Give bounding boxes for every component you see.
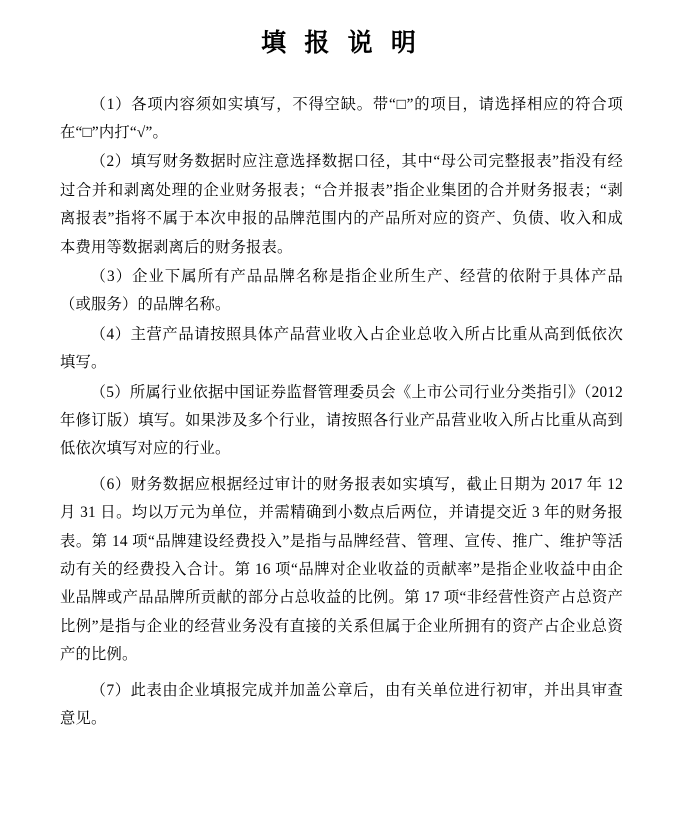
- document-page: [0, 28, 683, 819]
- document-body: [60, 91, 623, 734]
- paragraph-6: （6）财务数据应根据经过审计的财务报表如实填写，截止日期为 2017 年 12 月 31 日。均以万元为单位，并需精确到小数点后两位，并请提交近 3 年的财务报表。第 14 项“品牌建设经费投入”是指与品牌经营、管理、宣传、推广、维护等活动有关的经费投入合计。第 16 项“品牌对企业收益的贡献率”是指企业收益中由企业品牌或产品品牌所贡献的部分占总收益的比例。第 17 项“非经营性资产占总资产比例”是指与企业的经营业务没有直接的关系但属于企业所拥有的资产占企业总资产的比例。: [60, 475, 623, 664]
- paragraph-1: （1）各项内容须如实填写，不得空缺。带“□”的项目，请选择相应的符合项在“□”内打“√”。: [60, 95, 623, 141]
- paragraph-5: （5）所属行业依据中国证券监督管理委员会《上市公司行业分类指引》（2012 年修订版）填写。如果涉及多个行业，请按照各行业产品营业收入所占比重从高到低依次填写对应的行业。: [60, 383, 623, 458]
- paragraph-2: （2）填写财务数据时应注意选择数据口径，其中“母公司完整报表”指没有经过合并和剥离处理的企业财务报表；“合并报表”指企业集团的合并财务报表；“剥离报表”指将不属于本次申报的品牌范围内的产品所对应的资产、负债、收入和成本费用等数据剥离后的财务报表。: [60, 153, 623, 256]
- page-title: 填 报 说 明: [261, 30, 422, 57]
- paragraph-3: （3）企业下属所有产品品牌名称是指企业所生产、经营的依附于具体产品（或服务）的品牌名称。: [60, 267, 623, 314]
- paragraph-4: （4）主营产品请按照具体产品营业收入占企业总收入所占比重从高到低依次填写。: [60, 325, 623, 372]
- paragraph-7: （7）此表由企业填报完成并加盖公章后，由有关单位进行初审，并出具审查意见。: [60, 681, 623, 728]
